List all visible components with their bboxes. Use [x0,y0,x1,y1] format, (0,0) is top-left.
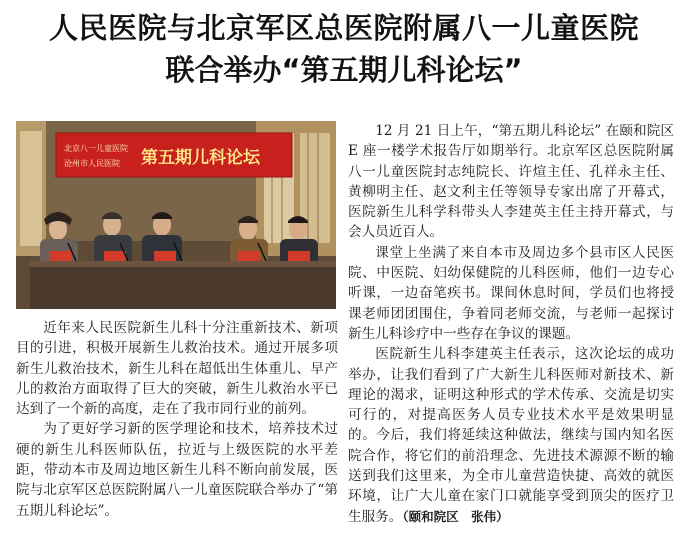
left-paragraph-1: 近年来人民医院新生儿科十分注重新技术、新项目的引进，积极开展新生儿救治技术。通过开展多项新生儿救治技术，新生儿科在超低出生体重儿、早产儿的救治方面取得了巨大的突破，新生儿救治水平已达到了一个新的高度，走在了我市同行业的前列。 [16,320,338,418]
forum-photo-illustration [16,121,336,309]
byline: （颐和院区 张伟） [402,508,509,524]
left-column [16,318,338,521]
right-column [348,121,674,527]
right-paragraph-1: 12 月 21 日上午，“第五期儿科论坛” 在颐和院区 E 座一楼学术报告厅如期举行。北京军区总医院附属八一儿童医院封志纯院长、许煊主任、孔祥永主任、黄柳明主任、赵文利主任等领导专家出席了开幕式，医院新生儿科学科带头人李建英主任主持开幕式，与会人员近百人。 [348,123,674,241]
banner-line-1: 北京八一儿童医院 [64,144,128,153]
left-paragraph-2: 为了更好学习新的医学理论和技术，培养技术过硬的新生儿科医师队伍，拉近与上级医院的水平差距，带动本市及周边地区新生儿科不断向前发展，医院与北京军区总医院附属八一儿童医院联合举办了“第五期儿科论坛”。 [16,421,338,519]
forum-photo [16,121,336,309]
right-paragraph-2: 课堂上坐满了来自本市及周边多个县市区人民医院、中医院、妇幼保健院的儿科医师，他们一边专心听课，一边奋笔疾书。课间休息时间，学员们也将授课老师团团围住，争着同老师交流，与老师一起探讨新生儿科诊疗中一些存在争议的课题。 [348,244,674,342]
headline-line-1: 人民医院与北京军区总医院附属八一儿童医院 [48,11,639,45]
banner-line-2: 沧州市人民医院 [64,159,120,168]
right-paragraph-3-text: 医院新生儿科李建英主任表示，这次论坛的成功举办，让我们看到了广大新生儿科医师对新技术、新理论的渴求，证明这种形式的学术传承、交流是切实可行的，对提高医务人员专业技术水平是效果明显的。今后，我们将延续这种做法，继续与国内知名医院合作，将它们的前沿理念、先进技术源源不断的输送到我们这里来，为全市儿童营造快捷、高效的就医环境，让广大儿童在家门口就能享受到顶尖的医疗卫生服务。 [348,346,674,525]
headline-line-2: 联合举办“第五期儿科论坛” [165,53,523,87]
article-headline [0,8,688,90]
banner-title: 第五期儿科论坛 [141,148,260,168]
right-paragraph-3 [348,344,674,527]
